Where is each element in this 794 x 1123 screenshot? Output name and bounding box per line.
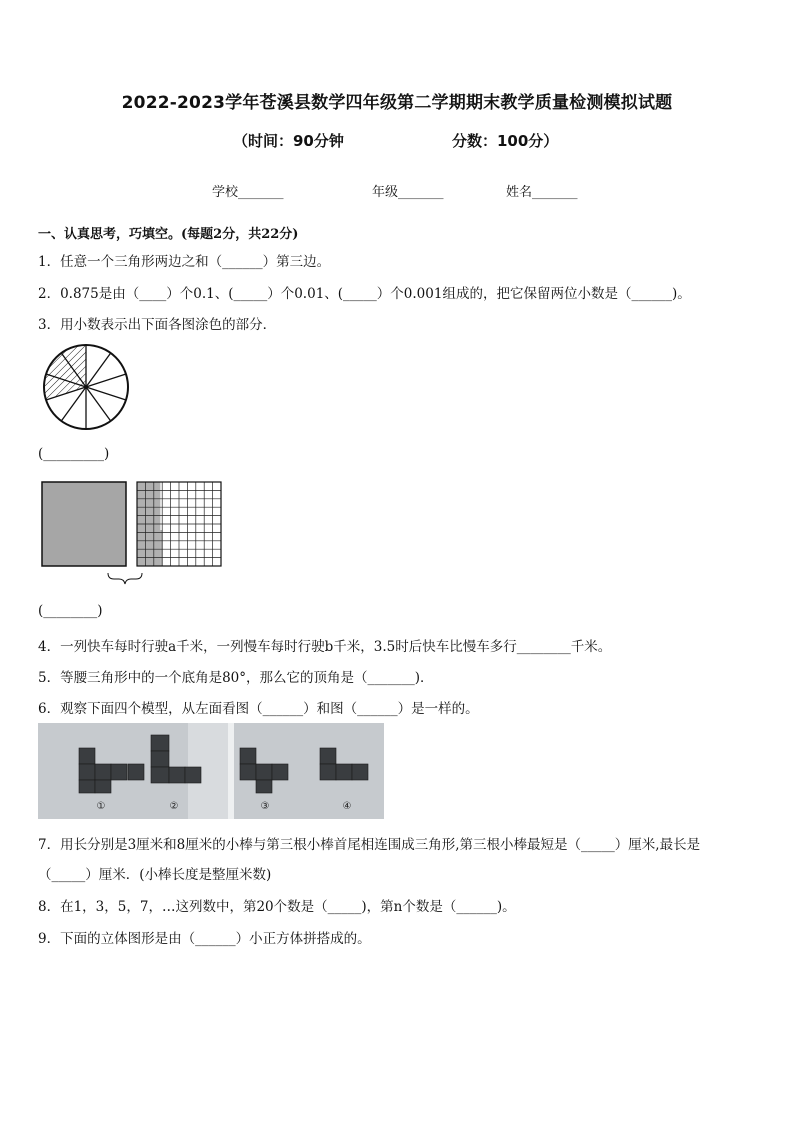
question-2: 2．0.875是由（____）个0.1、(_____）个0.01、(_____）个0.001组成的，把它保留两位小数是（______)。: [38, 286, 691, 302]
school-field: 学校_______: [212, 185, 284, 200]
model-label-3: ③: [260, 801, 270, 812]
question-9: 9．下面的立体图形是由（______）小正方体拼搭成的。: [38, 931, 371, 947]
question-5: 5．等腰三角形中的一个底角是80°，那么它的顶角是（_______)．: [38, 670, 434, 686]
model-label-2: ②: [169, 801, 179, 812]
exam-time: （时间：90分钟: [233, 132, 344, 150]
model-label-4: ④: [342, 801, 352, 812]
question-6: 6．观察下面四个模型，从左面看图（______）和图（______）是一样的。: [38, 701, 479, 717]
model-label-1: ①: [96, 801, 106, 812]
page-title: 2022-2023学年苍溪县数学四年级第二学期期末教学质量检测模拟试题: [121, 93, 673, 113]
answer-blank-3a: (_________): [38, 446, 110, 462]
question-7-line-1: 7．用长分别是3厘米和8厘米的小棒与第三根小棒首尾相连围成三角形,第三根小棒最短是（_____）厘米,最长是: [38, 837, 701, 853]
question-1: 1．任意一个三角形两边之和（______）第三边。: [38, 254, 331, 270]
question-3: 3．用小数表示出下面各图涂色的部分．: [38, 317, 277, 333]
question-8: 8．在1，3，5，7，…这列数中，第20个数是（_____)，第n个数是（______)。: [38, 899, 516, 915]
grade-field: 年级_______: [372, 185, 444, 200]
cube-models-photo: [38, 723, 384, 819]
exam-score: 分数：100分）: [452, 132, 559, 150]
decimal-grid-figure: [40, 480, 226, 588]
section-heading: 一、认真思考，巧填空。(每题2分，共22分): [38, 227, 299, 242]
shaded-circle-figure: [40, 343, 134, 433]
question-4: 4．一列快车每时行驶a千米，一列慢车每时行驶b千米，3.5时后快车比慢车多行________千米。: [38, 639, 612, 655]
question-7-line-2: （_____）厘米．(小棒长度是整厘米数): [38, 867, 272, 883]
name-field: 姓名_______: [506, 185, 578, 200]
answer-blank-3b: (________): [38, 603, 103, 619]
